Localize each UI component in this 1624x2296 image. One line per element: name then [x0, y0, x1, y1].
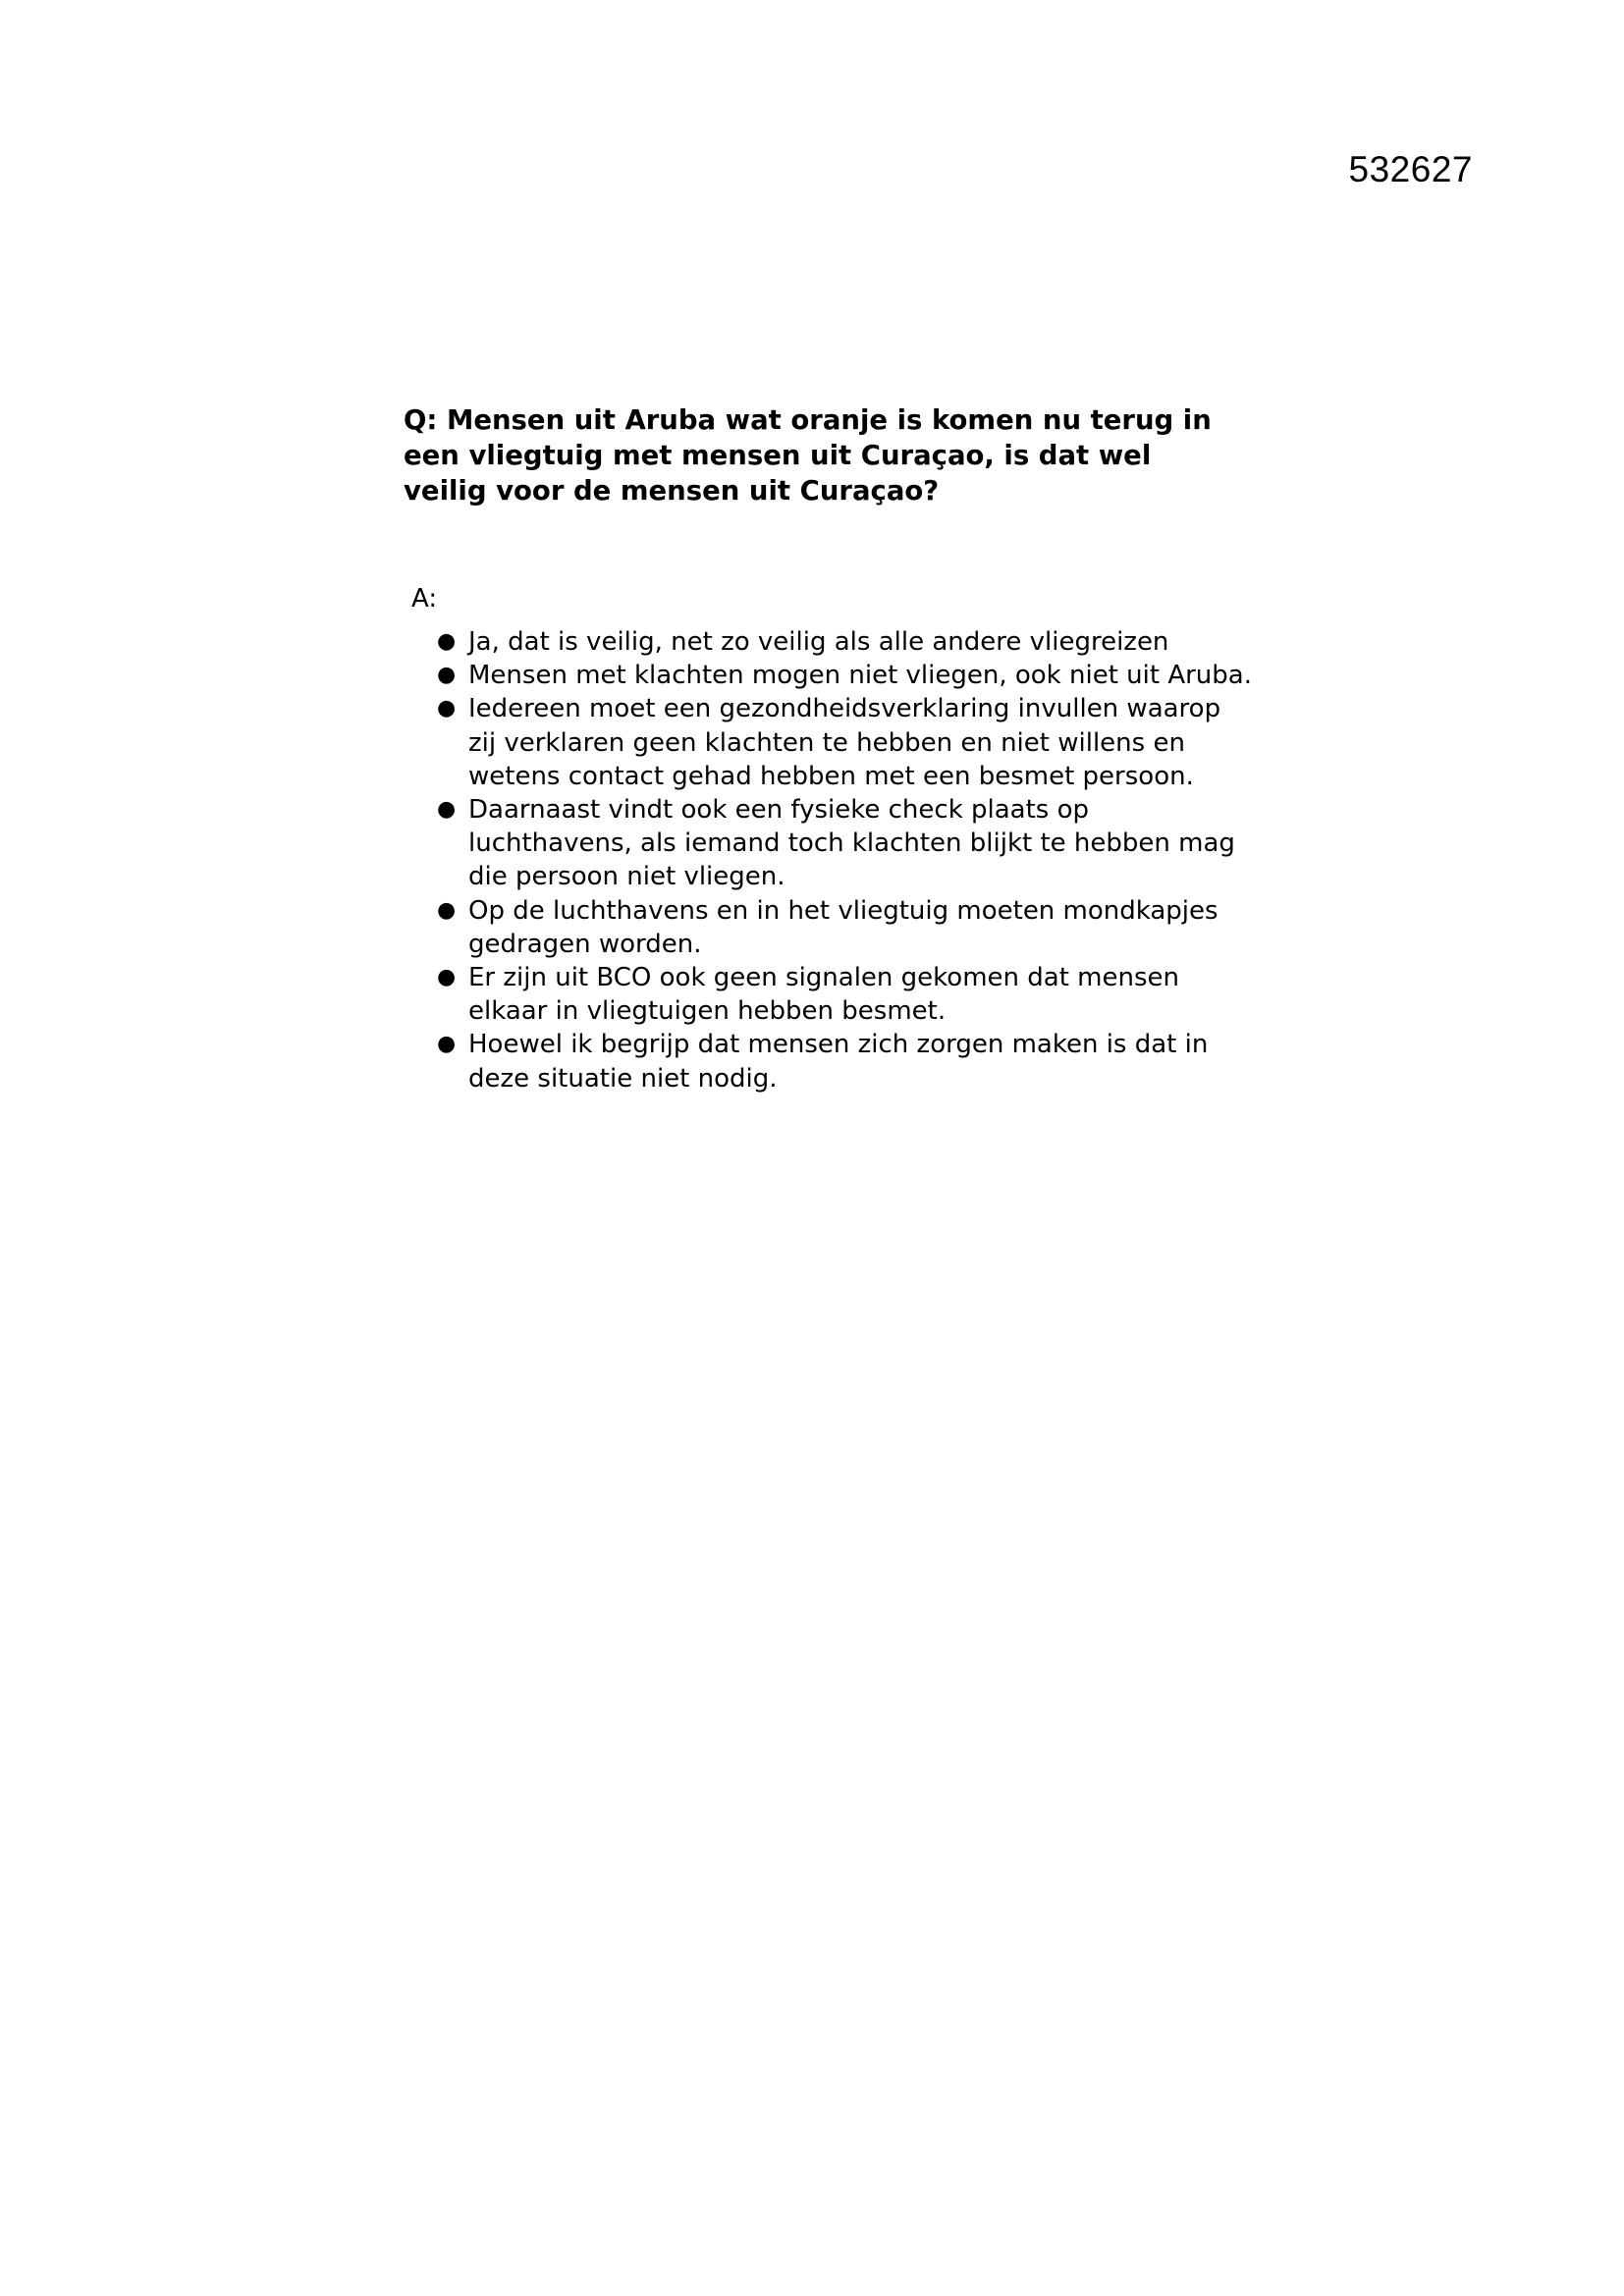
bullet-icon: ●: [437, 663, 457, 688]
list-item-text: Op de luchthavens en in het vliegtuig moeten mondkapjes gedragen worden.: [468, 895, 1218, 959]
answer-list: [404, 625, 1254, 1095]
bullet-icon: ●: [437, 629, 457, 654]
list-item-text: Iedereen moet een gezondheidsverklaring invullen waarop zij verklaren geen klachten te hebben en niet willens en wetens contact gehad hebben met een besmet persoon.: [468, 694, 1221, 791]
list-item: [437, 894, 1254, 961]
bullet-icon: ●: [437, 696, 457, 721]
qa-block: [404, 402, 1258, 1095]
list-item: [437, 1028, 1254, 1095]
list-item: [437, 625, 1254, 659]
bullet-icon: ●: [437, 797, 457, 823]
list-item-text: Er zijn uit BCO ook geen signalen gekomen dat mensen elkaar in vliegtuigen hebben besmet.: [468, 963, 1179, 1027]
answer-label: A:: [411, 584, 438, 614]
list-item: [437, 793, 1254, 894]
bullet-icon: ●: [437, 897, 457, 923]
list-item-text: Hoewel ik begrijp dat mensen zich zorgen maken is dat in deze situatie niet nodig.: [468, 1030, 1209, 1094]
bullet-icon: ●: [437, 1032, 457, 1057]
document-number: 532627: [1348, 149, 1473, 189]
list-item-text: Ja, dat is veilig, net zo veilig als alle andere vliegreizen: [468, 627, 1169, 657]
bullet-icon: ●: [437, 965, 457, 990]
list-item: [437, 659, 1254, 692]
list-item: [437, 692, 1254, 793]
question-text: Q: Mensen uit Aruba wat oranje is komen nu terug in een vliegtuig met mensen uit Curaçao, is dat wel veilig voor de mensen uit Curaçao?: [404, 404, 1212, 507]
list-item: [437, 961, 1254, 1028]
list-item-text: Mensen met klachten mogen niet vliegen, ook niet uit Aruba.: [468, 661, 1252, 691]
list-item-text: Daarnaast vindt ook een fysieke check plaats op luchthavens, als iemand toch klachten blijkt te hebben mag die persoon niet vliegen.: [468, 795, 1235, 892]
